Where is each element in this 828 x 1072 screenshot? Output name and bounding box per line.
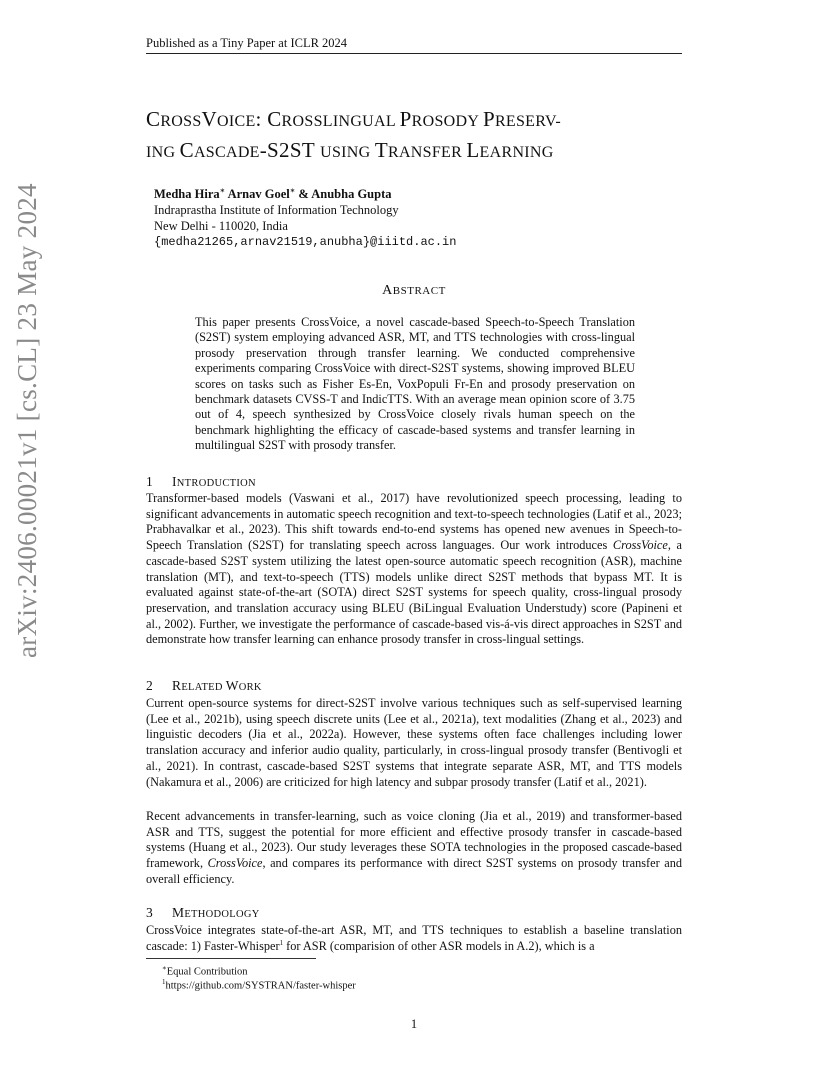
abstract-heading: ABSTRACT: [382, 283, 446, 298]
introduction-paragraph: Transformer-based models (Vaswani et al., 2017) have revolutionized speech processing, leading to significant advancements in automatic speech recognition and text-to-speech technologies (Latif et al., 2023; Prabhavalkar et al., 2023). This shift towards end-to-end systems has opened new avenues in Speech-to-Speech Translation (S2ST) for translating speech across languages. Our work introduces CrossVoice, a cascade-based S2ST system utilizing the latest open-source automatic speech recognition (ASR), machine translation (MT), and text-to-speech (TTS) models unlike direct S2ST methods that bypass MT. It is evaluated against state-of-the-art (SOTA) direct S2ST systems for speech quality, cross-lingual prosody preservation, and translation accuracy using BLEU (BiLingual Evaluation Understudy) score (Papineni et al., 2002). Further, we investigate the performance of cascade-based vis-á-vis direct approaches in S2ST and demonstrate how transfer learning can enhance prosody transfer in cross-lingual settings.: [146, 491, 683, 647]
page-number: 1: [410, 1017, 418, 1031]
section-heading-methodology: 3 METHODOLOGY: [146, 905, 260, 920]
related-work-paragraph-1: Current open-source systems for direct-S2ST involve various techniques such as self-supervised learning (Lee et al., 2021b), using speech discrete units (Lee et al., 2021a), text modalities (Zhang et al., 2023) and linguistic decoders (Jia et al., 2022a). However, these systems often face challenges including lower translation accuracy and inferior audio quality, particularly, in cross-lingual prosody transfer (Bentivogli et al., 2021). In contrast, cascade-based S2ST systems that integrate separate ASR, MT, and TTS models (Nakamura et al., 2006) are criticized for high latency and subpar prosody transfer (Latif et al., 2021).: [146, 696, 682, 789]
related-work-paragraph-2: Recent advancements in transfer-learning, such as voice cloning (Jia et al., 2019) and transformer-based ASR and TTS, suggest the potential for more efficient and effective prosody transfer in cascade-based systems (Huang et al., 2023). Our study leverages these SOTA technologies in the proposed cascade-based framework, CrossVoice, and compares its performance with direct S2ST systems on prosody transfer and overall efficiency.: [146, 809, 682, 886]
author-email: {medha21265,arnav21519,anubha}@iiitd.ac.in: [154, 235, 457, 250]
author-affiliation: Indraprastha Institute of Information Technology: [154, 203, 399, 218]
paper-title: CROSSVOICE: CROSSLINGUAL PROSODY PRESERV- ING CASCADE-S2ST USING TRANSFER LEARNING: [146, 107, 561, 162]
running-header: Published as a Tiny Paper at ICLR 2024: [146, 36, 348, 50]
methodology-paragraph: CrossVoice integrates state-of-the-art ASR, MT, and TTS techniques to establish a baseline translation cascade: 1) Faster-Whisper$^1$ for ASR (comparision of other ASR models in A.2), which is a: [146, 923, 682, 953]
author-city: New Delhi - 110020, India: [154, 219, 288, 234]
section-heading-introduction: 1 INTRODUCTION: [146, 474, 256, 489]
footnote-equal-contribution: ∗Equal Contribution: [162, 964, 248, 978]
abstract-text: This paper presents CrossVoice, a novel cascade-based Speech-to-Speech Translation (S2ST) system employing advanced ASR, MT, and TTS technologies with cross-lingual prosody preservation through transfer learning. We conducted comprehensive experiments comparing CrossVoice with direct-S2ST systems, showing improved BLEU scores on tasks such as Fisher Es-En, VoxPopuli Fr-En and prosody preservation on benchmark datasets CVSS-T and IndicTTS. With an average mean opinion score of 3.75 out of 4, speech synthesized by CrossVoice closely rivals human speech on the benchmark highlighting the efficacy of cascade-based systems and transfer learning in multilingual S2ST with prosody transfer.: [195, 315, 635, 453]
author-names: Medha Hira∗ Arnav Goel∗ & Anubha Gupta: [154, 186, 392, 202]
header-rule: [146, 53, 682, 54]
arxiv-stamp: arXiv:2406.00021v1 [cs.CL] 23 May 2024: [12, 183, 42, 658]
author-block: [154, 183, 456, 250]
footnote-rule: [146, 958, 316, 959]
section-heading-related-work: 2 RELATED WORK: [146, 678, 262, 693]
footnote-faster-whisper-link[interactable]: $^1$https://github.com/SYSTRAN/faster-whisper: [162, 978, 356, 992]
